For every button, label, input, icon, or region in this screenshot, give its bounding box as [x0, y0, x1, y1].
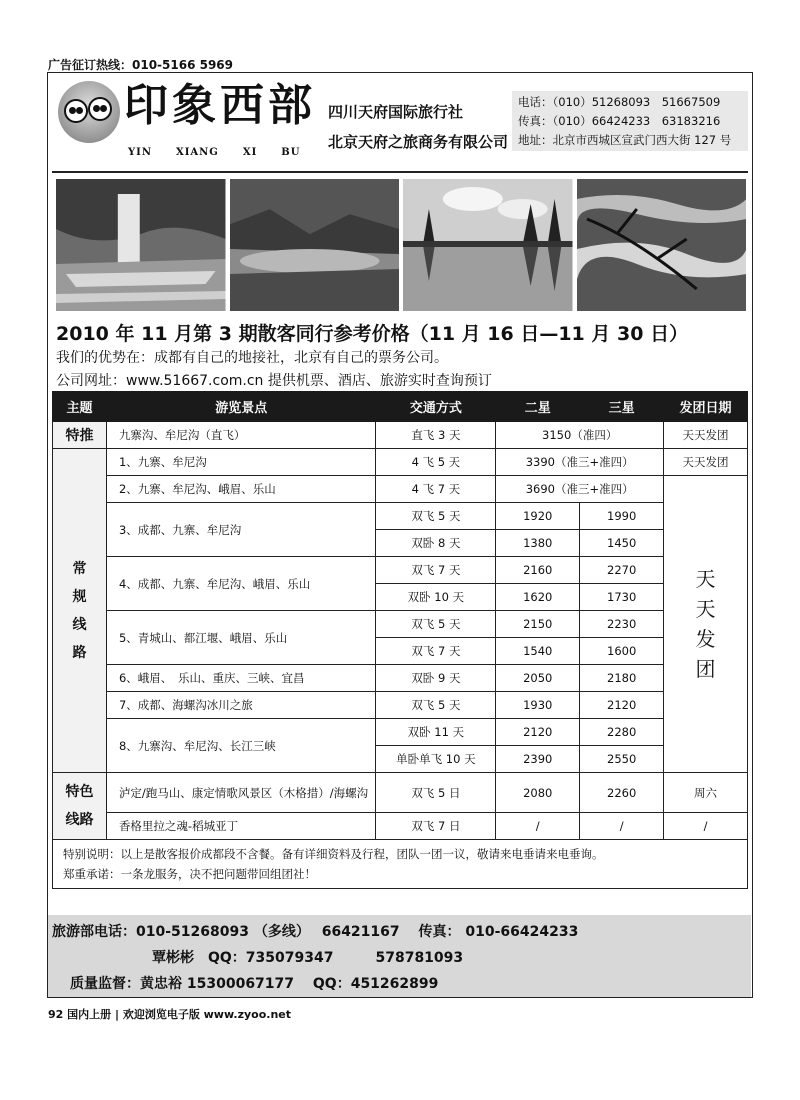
advantage-text: 我们的优势在：成都有自己的地接社，北京有自己的票务公司。 — [56, 350, 448, 366]
table-row — [53, 773, 748, 813]
table-row — [53, 692, 748, 719]
transport-cell: 双卧 11 天 — [376, 719, 496, 746]
brand-pinyin — [128, 147, 300, 158]
transport-cell: 双卧 10 天 — [376, 584, 496, 611]
route-cell: 九寨沟、牟尼沟（直飞） — [106, 422, 376, 449]
promise-note: 郑重承诺：一条龙服务，决不把问题带回组团社！ — [63, 867, 316, 881]
price-cell: 3390（准三+准四） — [496, 449, 664, 476]
table-row — [53, 503, 748, 530]
daily-char: 团 — [695, 657, 716, 681]
daily-char: 发 — [695, 627, 716, 651]
transport-cell: 4 飞 5 天 — [376, 449, 496, 476]
two-star-cell: 2050 — [496, 665, 580, 692]
date-cell: 天天发团 — [664, 422, 748, 449]
contact-fax: 传真：（010）66424233 63183216 — [518, 114, 721, 128]
footer-phone-line: 旅游部电话：010-51268093 （多线） 66421167 传真： 010-66424233 — [52, 924, 579, 940]
three-star-cell: / — [580, 813, 664, 840]
three-star-cell: 2550 — [580, 746, 664, 773]
river-tree-photo — [577, 179, 747, 311]
pinyin-3: XI — [242, 147, 258, 158]
two-star-cell: 2150 — [496, 611, 580, 638]
pinyin-4: BU — [281, 147, 301, 158]
two-star-cell: 1620 — [496, 584, 580, 611]
route-cell: 2、九寨、牟尼沟、峨眉、乐山 — [106, 476, 376, 503]
route-cell: 6、峨眉、 乐山、重庆、三峡、宜昌 — [106, 665, 376, 692]
notes-cell — [53, 840, 748, 889]
three-star-cell: 1450 — [580, 530, 664, 557]
transport-cell: 双卧 8 天 — [376, 530, 496, 557]
group-regular-char: 路 — [72, 644, 87, 661]
date-cell: / — [664, 813, 748, 840]
pinyin-1: YIN — [128, 147, 152, 158]
transport-cell: 双飞 7 天 — [376, 638, 496, 665]
two-star-cell: 2120 — [496, 719, 580, 746]
daily-char: 天 — [695, 597, 716, 621]
transport-cell: 双飞 5 日 — [376, 773, 496, 813]
three-star-cell: 2280 — [580, 719, 664, 746]
table-row — [53, 665, 748, 692]
route-cell: 1、九寨、牟尼沟 — [106, 449, 376, 476]
table-row — [53, 449, 748, 476]
pinyin-2: XIANG — [175, 147, 219, 158]
route-cell: 5、青城山、都江堰、峨眉、乐山 — [106, 611, 376, 665]
header-date: 发团日期 — [664, 392, 748, 422]
two-star-cell: 2390 — [496, 746, 580, 773]
table-header-row — [53, 392, 748, 422]
page-footer: 92 国内上册 | 欢迎浏览电子版 www.zyoo.net — [48, 1008, 292, 1021]
footer-qq-line: 覃彬彬 QQ：735079347 578781093 — [152, 950, 464, 966]
group-regular-char: 常 — [72, 560, 87, 577]
three-star-cell: 2180 — [580, 665, 664, 692]
special-note: 特别说明：以上是散客报价成都段不含餐。备有详细资料及行程，团队一团一议，敬请来电垂请来电垂询。 — [63, 847, 604, 861]
header-route: 游览景点 — [106, 392, 376, 422]
route-cell: 7、成都、海螺沟冰川之旅 — [106, 692, 376, 719]
three-star-cell: 2260 — [580, 773, 664, 813]
date-cell: 天天发团 — [664, 449, 748, 476]
transport-cell: 直飞 3 天 — [376, 422, 496, 449]
brand-title: 印象西部 — [124, 80, 316, 131]
two-star-cell: 1540 — [496, 638, 580, 665]
three-star-cell: 2270 — [580, 557, 664, 584]
two-star-cell: 2080 — [496, 773, 580, 813]
header-divider — [52, 171, 748, 173]
transport-cell: 双飞 7 日 — [376, 813, 496, 840]
transport-cell: 双飞 5 天 — [376, 503, 496, 530]
group-regular-char: 规 — [72, 588, 87, 605]
three-star-cell: 1730 — [580, 584, 664, 611]
route-cell: 3、成都、九寨、牟尼沟 — [106, 503, 376, 557]
two-star-cell: / — [496, 813, 580, 840]
price-cell: 3690（准三+准四） — [496, 476, 664, 503]
group-regular — [53, 449, 107, 773]
two-star-cell: 1920 — [496, 503, 580, 530]
three-star-cell: 1600 — [580, 638, 664, 665]
reflection-lake-photo — [403, 179, 573, 311]
waterfall-photo — [56, 179, 226, 311]
transport-cell: 双卧 9 天 — [376, 665, 496, 692]
table-row — [53, 422, 748, 449]
route-cell: 8、九寨沟、牟尼沟、长江三峡 — [106, 719, 376, 773]
contact-footer — [48, 915, 751, 997]
table-row — [53, 719, 748, 746]
two-star-cell: 1380 — [496, 530, 580, 557]
route-cell: 香格里拉之魂-稻城亚丁 — [106, 813, 376, 840]
table-row — [53, 557, 748, 584]
three-star-cell: 1990 — [580, 503, 664, 530]
daily-departure-cell — [664, 476, 748, 773]
transport-cell: 双飞 7 天 — [376, 557, 496, 584]
two-star-cell: 1930 — [496, 692, 580, 719]
header-two-star: 二星 — [496, 392, 580, 422]
price-table — [52, 391, 748, 889]
page-frame — [47, 72, 753, 998]
contact-phone: 电话：（010）51268093 51667509 — [518, 95, 721, 109]
contact-box — [512, 91, 748, 151]
two-star-cell: 2160 — [496, 557, 580, 584]
photo-strip — [56, 179, 746, 311]
footer-supervisor-line: 质量监督：黄忠裕 15300067177 QQ：451262899 — [70, 976, 439, 992]
three-star-cell: 2230 — [580, 611, 664, 638]
contact-address: 地址：北京市西城区宣武门西大街 127 号 — [518, 133, 732, 147]
table-row — [53, 813, 748, 840]
transport-cell: 4 飞 7 天 — [376, 476, 496, 503]
transport-cell: 单卧单飞 10 天 — [376, 746, 496, 773]
price-cell: 3150（准四） — [496, 422, 664, 449]
group-special-line: 特色 — [65, 784, 94, 800]
mountain-lake-photo — [230, 179, 400, 311]
transport-cell: 双飞 5 天 — [376, 611, 496, 638]
date-cell: 周六 — [664, 773, 748, 813]
header-transport: 交通方式 — [376, 392, 496, 422]
agency-sichuan: 四川天府国际旅行社 — [328, 103, 464, 121]
price-title: 2010 年 11 月第 3 期散客同行参考价格（11 月 16 日—11 月 30 日） — [56, 323, 689, 345]
route-cell: 4、成都、九寨、牟尼沟、峨眉、乐山 — [106, 557, 376, 611]
panda-logo-icon — [58, 81, 120, 143]
daily-char: 天 — [695, 567, 716, 591]
table-row — [53, 611, 748, 638]
website-text: 公司网址：www.51667.com.cn 提供机票、酒店、旅游实时查询预订 — [56, 373, 492, 389]
ad-hotline: 广告征订热线：010-5166 5969 — [48, 58, 234, 72]
header-three-star: 三星 — [580, 392, 664, 422]
group-special — [53, 773, 107, 840]
three-star-cell: 2120 — [580, 692, 664, 719]
table-row — [53, 840, 748, 889]
header-theme: 主题 — [53, 392, 107, 422]
route-cell: 泸定/跑马山、康定情歌风景区（木格措）/海螺沟 — [106, 773, 376, 813]
transport-cell: 双飞 5 天 — [376, 692, 496, 719]
agency-beijing: 北京天府之旅商务有限公司 — [328, 133, 509, 151]
group-featured: 特推 — [53, 422, 107, 449]
group-regular-char: 线 — [72, 616, 87, 633]
table-row — [53, 476, 748, 503]
group-special-line: 线路 — [65, 812, 94, 828]
agency-names — [328, 97, 508, 157]
